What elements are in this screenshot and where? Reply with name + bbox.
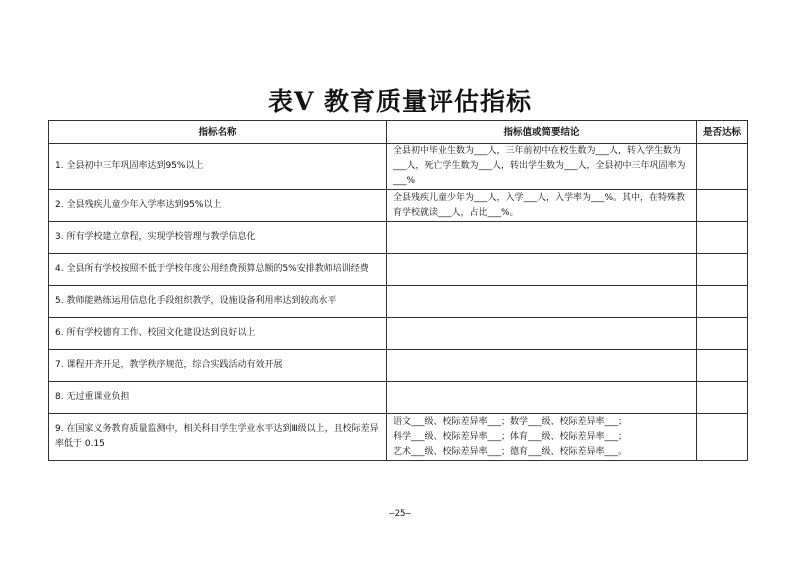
indicator-value-cell [387, 254, 697, 286]
status-cell [697, 254, 748, 286]
status-cell [697, 144, 748, 190]
status-cell [697, 286, 748, 318]
indicator-name-cell: 5. 教师能熟练运用信息化手段组织教学，设施设备利用率达到较高水平 [49, 286, 387, 318]
indicator-table [48, 120, 748, 461]
status-cell [697, 414, 748, 461]
indicator-name-cell: 8. 无过重课业负担 [49, 382, 387, 414]
value-line: 全县残疾儿童少年为___人，入学___人，入学率为___%。其中，在特殊教育学校就读___人，占比___%。 [393, 192, 686, 218]
indicator-value-cell [387, 350, 697, 382]
table-row [49, 254, 748, 286]
indicator-name-cell: 7. 课程开齐开足，教学秩序规范，综合实践活动有效开展 [49, 350, 387, 382]
status-cell [697, 190, 748, 222]
table-row [49, 350, 748, 382]
indicator-value-cell [387, 190, 697, 222]
table-row [49, 286, 748, 318]
indicator-name-cell: 6. 所有学校德育工作、校园文化建设达到良好以上 [49, 318, 387, 350]
header-indicator-name: 指标名称 [49, 121, 387, 144]
indicator-value-cell [387, 222, 697, 254]
indicator-value-cell [387, 286, 697, 318]
page-title: 表Ⅴ 教育质量评估指标 [267, 87, 533, 116]
header-indicator-value: 指标值或简要结论 [387, 121, 697, 144]
indicator-name-cell: 2. 全县残疾儿童少年入学率达到95%以上 [49, 190, 387, 222]
value-line: 科学___级、校际差异率___；体育___级、校际差异率___； [393, 431, 628, 442]
table-row [49, 318, 748, 350]
page-number: —25— [389, 509, 411, 519]
indicator-value-cell [387, 144, 697, 190]
table-row [49, 190, 748, 222]
indicator-name-cell: 1. 全县初中三年巩固率达到95%以上 [49, 144, 387, 190]
indicator-name-cell: 3. 所有学校建立章程，实现学校管理与教学信息化 [49, 222, 387, 254]
value-line: 语文___级、校际差异率___；数学___级、校际差异率___； [393, 416, 628, 427]
status-cell [697, 318, 748, 350]
table-row [49, 382, 748, 414]
header-status: 是否达标 [697, 121, 748, 144]
table-row [49, 414, 748, 461]
indicator-name-cell: 4. 全县所有学校按照不低于学校年度公用经费预算总额的5%安排教师培训经费 [49, 254, 387, 286]
status-cell [697, 350, 748, 382]
table-row [49, 144, 748, 190]
status-cell [697, 222, 748, 254]
table-header-row [49, 121, 748, 144]
table-row [49, 222, 748, 254]
indicator-value-cell [387, 414, 697, 461]
indicator-value-cell [387, 318, 697, 350]
value-line: 全县初中毕业生数为___人，三年前初中在校生数为___人，转入学生数为___人，死亡学生数为___人，转出学生数为___人，全县初中三年巩固率为___% [393, 146, 686, 186]
indicator-name-cell: 9. 在国家义务教育质量监测中，相关科目学生学业水平达到Ⅲ级以上，且校际差异率低于 0.15 [49, 414, 387, 461]
status-cell [697, 382, 748, 414]
indicator-value-cell [387, 382, 697, 414]
value-line: 艺术___级、校际差异率___；德育___级、校际差异率___。 [393, 446, 628, 457]
